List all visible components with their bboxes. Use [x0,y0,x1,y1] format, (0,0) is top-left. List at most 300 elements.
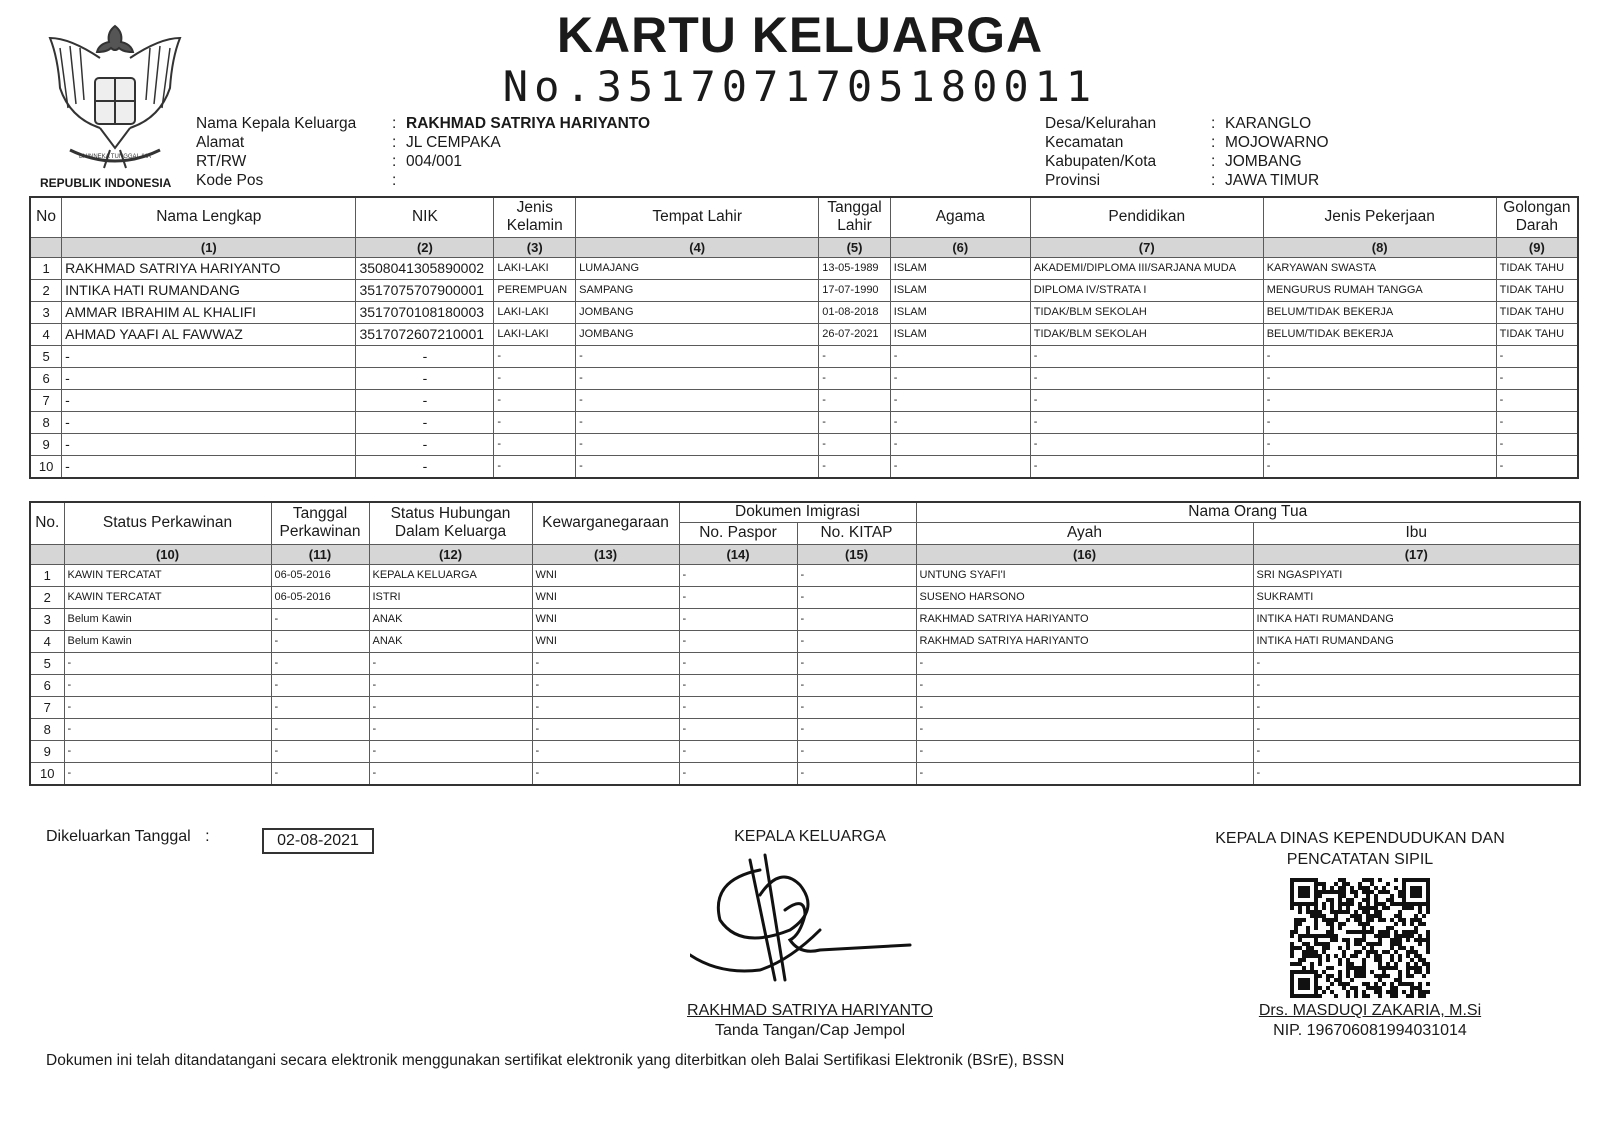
status-cell: - [369,718,532,740]
status-cell: - [369,740,532,762]
status-cell: INTIKA HATI RUMANDANG [1253,630,1580,652]
status-cell: SRI NGASPIYATI [1253,564,1580,586]
status-cell: - [916,652,1253,674]
status-cell: - [797,674,916,696]
column-number [30,237,62,257]
header-jenis-pekerjaan: Jenis Pekerjaan [1263,197,1496,237]
status-cell: - [369,674,532,696]
header-no-paspor: No. Paspor [679,522,797,544]
member-cell: - [819,433,891,455]
member-cell: - [1263,367,1496,389]
column-number: (6) [890,237,1030,257]
member-cell: - [576,389,819,411]
column-number: (10) [64,544,271,564]
status-table [29,501,1581,786]
status-cell: - [1253,762,1580,785]
status-cell: Belum Kawin [64,630,271,652]
member-cell: 13-05-1989 [819,257,891,279]
member-row [30,345,1578,367]
header-tempat-lahir: Tempat Lahir [576,197,819,237]
status-row [30,762,1580,785]
status-cell: - [532,718,679,740]
member-cell: PEREMPUAN [494,279,576,301]
member-cell: - [356,345,494,367]
member-cell: - [890,433,1030,455]
status-cell: - [1253,696,1580,718]
status-cell: - [532,674,679,696]
member-cell: 4 [30,323,62,345]
qr-code-icon [1290,878,1430,998]
member-cell: 3517075707900001 [356,279,494,301]
emblem-motto: BHINNEKA TUNGGAL IKA [78,154,152,160]
header-agama: Agama [890,197,1030,237]
member-cell: BELUM/TIDAK BEKERJA [1263,323,1496,345]
member-cell: - [1030,455,1263,478]
status-cell: - [679,696,797,718]
header-status-hubungan: Status Hubungan Dalam Keluarga [369,502,532,544]
member-cell: - [1496,433,1578,455]
info-right-row [1045,114,1329,133]
status-cell: - [532,696,679,718]
status-cell: - [64,762,271,785]
member-cell: 10 [30,455,62,478]
status-cell: 1 [30,564,64,586]
column-number: (15) [797,544,916,564]
status-row [30,674,1580,696]
member-cell: - [356,433,494,455]
member-cell: JOMBANG [576,301,819,323]
status-cell: - [1253,718,1580,740]
member-cell: - [890,389,1030,411]
status-cell: RAKHMAD SATRIYA HARIYANTO [916,608,1253,630]
member-cell: - [890,411,1030,433]
member-cell: - [62,389,356,411]
status-cell: - [1253,652,1580,674]
member-row [30,257,1578,279]
column-number: (1) [62,237,356,257]
status-row [30,586,1580,608]
status-cell: - [369,696,532,718]
member-cell: - [62,411,356,433]
kepala-keluarga-title: KEPALA KELUARGA [734,828,886,845]
status-header-row [30,502,1580,522]
info-left-label: Kode Pos [196,172,264,189]
info-left-colon: : [392,172,397,189]
members-number-row [30,237,1578,257]
info-right-label: Kecamatan [1045,134,1124,151]
member-cell: - [890,455,1030,478]
status-row [30,696,1580,718]
member-row [30,279,1578,301]
header-kewarganegaraan: Kewarganegaraan [532,502,679,544]
status-cell: - [271,674,369,696]
info-right-label: Kabupaten/Kota [1045,153,1157,170]
status-cell: - [1253,674,1580,696]
status-row [30,608,1580,630]
member-cell: 9 [30,433,62,455]
status-cell: 10 [30,762,64,785]
issued-label [46,828,210,846]
status-cell: - [797,564,916,586]
kepala-keluarga-caption: Tanda Tangan/Cap Jempol [714,1022,906,1039]
status-cell: - [532,740,679,762]
info-right-label: Desa/Kelurahan [1045,115,1157,132]
kepala-dinas-title [1160,828,1560,870]
member-cell: 17-07-1990 [819,279,891,301]
status-cell: Belum Kawin [64,608,271,630]
member-cell: - [1030,367,1263,389]
status-cell: - [679,740,797,762]
status-cell: - [64,674,271,696]
member-row [30,433,1578,455]
member-cell: - [1030,433,1263,455]
status-cell: 4 [30,630,64,652]
member-cell: - [494,411,576,433]
info-right-value: JOMBANG [1225,153,1302,170]
header-golongan-darah: Golongan Darah [1496,197,1578,237]
member-cell: KARYAWAN SWASTA [1263,257,1496,279]
status-row [30,652,1580,674]
emblem-label: REPUBLIK INDONESIA [40,176,172,190]
status-cell: - [271,718,369,740]
e-signature-disclaimer: Dokumen ini telah ditandatangani secara elektronik menggunakan sertifikat elektronik yang diterbitkan oleh Balai Sertifikasi Elektronik (BSrE), BSSN [46,1052,1065,1069]
column-number: (3) [494,237,576,257]
member-cell: - [494,389,576,411]
status-cell: - [64,740,271,762]
member-row [30,323,1578,345]
member-cell: INTIKA HATI RUMANDANG [62,279,356,301]
info-right-value: JAWA TIMUR [1225,172,1320,189]
status-cell: 9 [30,740,64,762]
status-cell: - [797,630,916,652]
member-cell: - [356,411,494,433]
member-cell: 3517072607210001 [356,323,494,345]
header-ayah: Ayah [916,522,1253,544]
status-cell: 5 [30,652,64,674]
info-right-row [1045,171,1329,190]
member-cell: 5 [30,345,62,367]
status-cell: - [271,762,369,785]
status-cell: - [679,718,797,740]
member-cell: ISLAM [890,257,1030,279]
member-cell: - [819,367,891,389]
info-left-value: JL CEMPAKA [406,134,501,151]
member-cell: - [576,433,819,455]
member-cell: - [356,389,494,411]
header-no2: No. [30,502,64,544]
status-cell: 6 [30,674,64,696]
status-cell: KAWIN TERCATAT [64,564,271,586]
status-cell: - [679,762,797,785]
member-cell: TIDAK TAHU [1496,257,1578,279]
info-left-label: Alamat [196,134,245,151]
member-cell: TIDAK TAHU [1496,323,1578,345]
member-cell: - [819,411,891,433]
signature-image [690,850,920,1000]
member-cell: - [576,345,819,367]
member-cell: - [1263,389,1496,411]
column-number: (17) [1253,544,1580,564]
status-cell: RAKHMAD SATRIYA HARIYANTO [916,630,1253,652]
kepala-dinas-title-line1: KEPALA DINAS KEPENDUDUKAN DAN [1215,830,1505,847]
member-cell: - [1263,455,1496,478]
status-cell: - [532,762,679,785]
status-row [30,718,1580,740]
column-number: (4) [576,237,819,257]
info-left-colon: : [392,115,397,132]
status-cell: - [916,762,1253,785]
member-cell: - [576,367,819,389]
members-table [29,196,1579,479]
status-cell: - [679,564,797,586]
status-cell: - [797,696,916,718]
status-cell: - [271,652,369,674]
status-cell: KEPALA KELUARGA [369,564,532,586]
member-cell: - [1263,433,1496,455]
member-cell: - [62,367,356,389]
status-cell: 06-05-2016 [271,586,369,608]
member-row [30,455,1578,478]
member-cell: 3508041305890002 [356,257,494,279]
issued-date: 02-08-2021 [262,828,374,854]
status-cell: - [532,652,679,674]
member-cell: - [890,345,1030,367]
issued-colon: : [205,828,210,845]
household-info-right [1045,114,1329,190]
info-left-label: RT/RW [196,153,247,170]
info-right-label: Provinsi [1045,172,1101,189]
member-cell: - [1030,389,1263,411]
status-cell: - [916,696,1253,718]
status-cell: - [369,652,532,674]
members-header-row [30,197,1578,237]
member-row [30,389,1578,411]
header-dokumen-imigrasi: Dokumen Imigrasi [679,502,916,522]
status-cell: - [797,762,916,785]
status-row [30,740,1580,762]
member-cell: - [576,411,819,433]
status-row [30,630,1580,652]
status-cell: - [64,718,271,740]
info-left-value: RAKHMAD SATRIYA HARIYANTO [406,115,651,132]
info-right-row [1045,133,1329,152]
status-cell: - [64,696,271,718]
status-cell: - [797,586,916,608]
status-cell: UNTUNG SYAFI'I [916,564,1253,586]
member-cell: JOMBANG [576,323,819,345]
member-cell: - [890,367,1030,389]
member-cell: TIDAK/BLM SEKOLAH [1030,301,1263,323]
kk-number: No.3517071705180011 [502,62,1098,111]
document-title: KARTU KELUARGA [556,7,1044,63]
status-cell: - [679,608,797,630]
member-cell: 3 [30,301,62,323]
member-cell: - [819,389,891,411]
info-left-colon: : [392,134,397,151]
status-cell: - [797,608,916,630]
status-cell: 2 [30,586,64,608]
member-cell: - [494,455,576,478]
info-left-row [196,133,650,152]
member-cell: - [62,455,356,478]
info-left-value: 004/001 [406,153,463,170]
status-cell: - [797,652,916,674]
status-cell: 06-05-2016 [271,564,369,586]
column-number: (16) [916,544,1253,564]
member-cell: - [62,433,356,455]
header-no: No [30,197,62,237]
member-row [30,411,1578,433]
member-cell: SAMPANG [576,279,819,301]
member-cell: TIDAK TAHU [1496,279,1578,301]
status-cell: ANAK [369,608,532,630]
info-left-row [196,171,650,190]
status-cell: 3 [30,608,64,630]
header-tanggal-lahir: Tanggal Lahir [819,197,891,237]
header-status-perkawinan: Status Perkawinan [64,502,271,544]
info-left-row [196,114,650,133]
member-cell: LAKI-LAKI [494,323,576,345]
column-number: (8) [1263,237,1496,257]
header-nik: NIK [356,197,494,237]
status-cell: - [271,696,369,718]
status-cell: - [797,718,916,740]
status-cell: - [679,674,797,696]
kepala-keluarga-name: RAKHMAD SATRIYA HARIYANTO [687,1002,933,1019]
household-info-left [196,114,650,190]
member-cell: AKADEMI/DIPLOMA III/SARJANA MUDA [1030,257,1263,279]
column-number: (14) [679,544,797,564]
status-cell: KAWIN TERCATAT [64,586,271,608]
header-nama-orang-tua: Nama Orang Tua [916,502,1580,522]
member-cell: DIPLOMA IV/STRATA I [1030,279,1263,301]
member-cell: - [494,433,576,455]
column-number: (5) [819,237,891,257]
member-cell: ISLAM [890,301,1030,323]
status-cell: WNI [532,564,679,586]
column-number: (13) [532,544,679,564]
status-number-row [30,544,1580,564]
status-cell: ANAK [369,630,532,652]
member-cell: TIDAK/BLM SEKOLAH [1030,323,1263,345]
status-cell: - [679,630,797,652]
member-cell: - [1496,411,1578,433]
status-cell: - [271,630,369,652]
member-cell: - [1496,455,1578,478]
member-cell: ISLAM [890,323,1030,345]
header-tanggal-perkawinan: Tanggal Perkawinan [271,502,369,544]
status-cell: - [679,652,797,674]
status-cell: - [797,740,916,762]
header-no-kitap: No. KITAP [797,522,916,544]
member-cell: 8 [30,411,62,433]
member-row [30,367,1578,389]
member-cell: LAKI-LAKI [494,257,576,279]
info-left-row [196,152,650,171]
member-cell: 3517070108180003 [356,301,494,323]
member-cell: LAKI-LAKI [494,301,576,323]
info-right-row [1045,152,1329,171]
member-cell: - [494,367,576,389]
info-right-value: MOJOWARNO [1225,134,1329,151]
kepala-dinas-title-line2: PENCATATAN SIPIL [1286,851,1434,868]
column-number: (11) [271,544,369,564]
status-cell: - [271,740,369,762]
info-right-colon: : [1211,153,1216,170]
member-row [30,301,1578,323]
member-cell: LUMAJANG [576,257,819,279]
status-cell: WNI [532,630,679,652]
status-cell: - [271,608,369,630]
member-cell: - [1496,389,1578,411]
member-cell: - [356,455,494,478]
member-cell: - [1263,411,1496,433]
member-cell: - [819,345,891,367]
issued-label-text: Dikeluarkan Tanggal [46,828,191,845]
column-number: (2) [356,237,494,257]
info-right-colon: : [1211,134,1216,151]
member-cell: - [356,367,494,389]
member-cell: 1 [30,257,62,279]
info-right-colon: : [1211,172,1216,189]
member-cell: 01-08-2018 [819,301,891,323]
status-cell: SUSENO HARSONO [916,586,1253,608]
member-cell: - [1496,367,1578,389]
status-cell: SUKRAMTI [1253,586,1580,608]
member-cell: - [494,345,576,367]
header-pendidikan: Pendidikan [1030,197,1263,237]
column-number: (7) [1030,237,1263,257]
member-cell: - [819,455,891,478]
kepala-dinas-nip: NIP. 196706081994031014 [1273,1022,1467,1039]
status-cell: INTIKA HATI RUMANDANG [1253,608,1580,630]
member-cell: RAKHMAD SATRIYA HARIYANTO [62,257,356,279]
member-cell: 2 [30,279,62,301]
column-number [30,544,64,564]
status-cell: - [916,740,1253,762]
status-cell: - [916,718,1253,740]
header-jenis-kelamin: Jenis Kelamin [494,197,576,237]
member-cell: BELUM/TIDAK BEKERJA [1263,301,1496,323]
garuda-emblem-icon [40,18,190,188]
member-cell: - [62,345,356,367]
member-cell: 6 [30,367,62,389]
status-cell: - [679,586,797,608]
member-cell: AMMAR IBRAHIM AL KHALIFI [62,301,356,323]
status-cell: 7 [30,696,64,718]
header-ibu: Ibu [1253,522,1580,544]
status-cell: WNI [532,586,679,608]
member-cell: TIDAK TAHU [1496,301,1578,323]
member-cell: - [1263,345,1496,367]
member-cell: - [1030,345,1263,367]
status-cell: WNI [532,608,679,630]
member-cell: AHMAD YAAFI AL FAWWAZ [62,323,356,345]
info-right-colon: : [1211,115,1216,132]
column-number: (12) [369,544,532,564]
status-cell: - [1253,740,1580,762]
status-cell: - [916,674,1253,696]
status-cell: ISTRI [369,586,532,608]
header-nama-lengkap: Nama Lengkap [62,197,356,237]
member-cell: - [576,455,819,478]
member-cell: 26-07-2021 [819,323,891,345]
member-cell: ISLAM [890,279,1030,301]
member-cell: MENGURUS RUMAH TANGGA [1263,279,1496,301]
member-cell: 7 [30,389,62,411]
column-number: (9) [1496,237,1578,257]
status-cell: - [64,652,271,674]
